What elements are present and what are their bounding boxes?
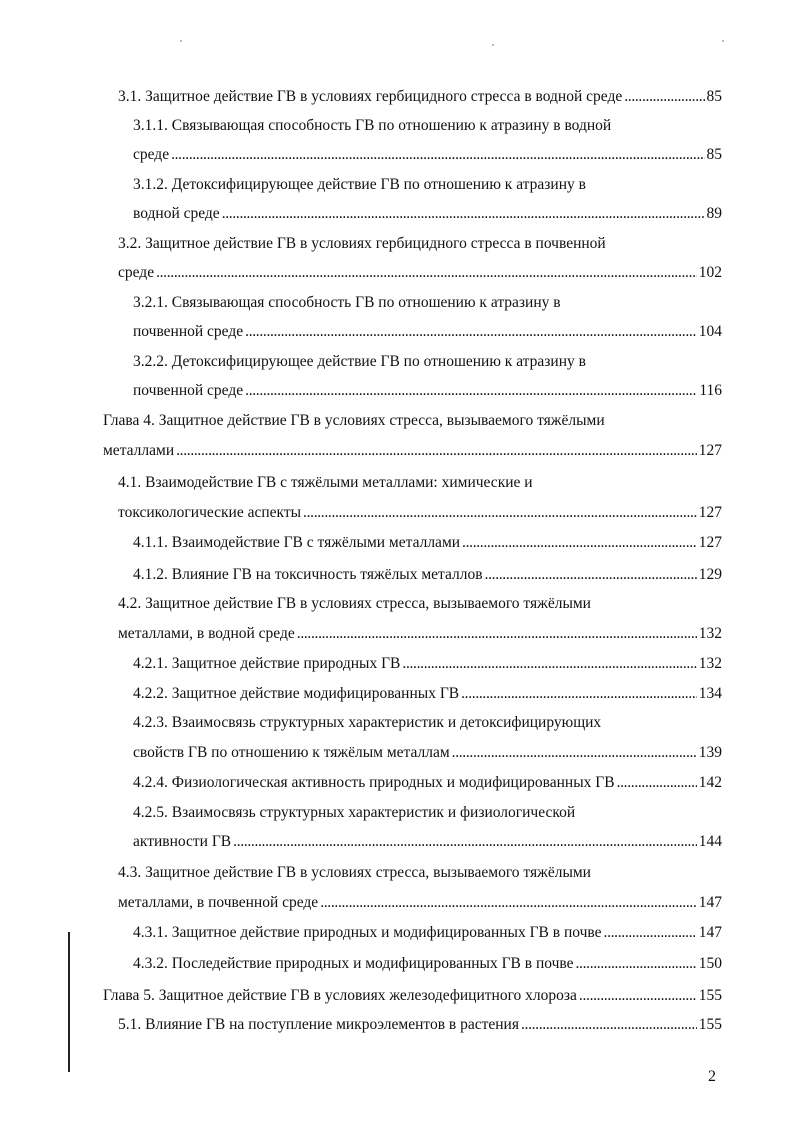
toc-entry-4-2-3-cont	[133, 740, 722, 766]
leader-dots	[521, 1012, 697, 1038]
toc-page-number: 127	[698, 534, 722, 551]
toc-page-number: 104	[698, 323, 722, 340]
toc-entry-text: 4.1.2. Влияние ГВ на токсичность тяжёлых металлов	[133, 566, 483, 583]
toc-page-number: 85	[706, 88, 722, 105]
leader-dots	[402, 651, 696, 677]
toc-entry-4-3	[118, 860, 722, 886]
scan-speck	[492, 44, 494, 46]
toc-entry-4-2-5-cont	[133, 829, 722, 855]
toc-entry-text: 4.2.3. Взаимосвязь структурных характеристик и детоксифицирующих	[133, 714, 602, 731]
toc-entry-text: 3.1. Защитное действие ГВ в условиях гербицидного стресса в водной среде	[118, 88, 623, 105]
toc-entry-text: 4.2.2. Защитное действие модифицированных ГВ	[133, 685, 460, 702]
toc-page-number: 116	[699, 382, 722, 399]
toc-page-number: 142	[698, 774, 722, 791]
toc-entry-text: среде	[118, 264, 155, 281]
toc-entry-text: 3.1.2. Детоксифицирующее действие ГВ по отношению к атразину в	[133, 176, 586, 193]
toc-entry-4-3-cont	[118, 890, 722, 916]
toc-entry-3-2-1-cont	[133, 319, 722, 345]
page-number: 2	[708, 1068, 716, 1085]
toc-entry-text: активности ГВ	[133, 833, 232, 850]
leader-dots	[461, 681, 697, 707]
toc-entry-4-1-cont	[118, 500, 722, 526]
toc-entry-text: токсикологические аспекты	[118, 504, 302, 521]
toc-page-number: 132	[698, 655, 722, 672]
leader-dots	[297, 621, 697, 647]
leader-dots	[576, 951, 697, 977]
toc-entry-chapter-4-cont	[103, 438, 722, 464]
toc-entry-3-2-cont	[118, 260, 722, 286]
toc-entry-text: почвенной среде	[133, 323, 244, 340]
toc-entry-3-2-2	[133, 349, 722, 375]
toc-entry-text: металлами, в почвенной среде	[118, 894, 319, 911]
toc-page-number: 127	[698, 442, 722, 459]
toc-page-number: 129	[698, 566, 722, 583]
leader-dots	[176, 438, 697, 464]
toc-entry-text: 4.3.2. Последействие природных и модифицированных ГВ в почве	[133, 955, 574, 972]
toc-entry-text: металлами	[103, 442, 175, 459]
scan-speck	[722, 40, 724, 42]
toc-entry-text: 4.1.1. Взаимодействие ГВ с тяжёлыми металлами	[133, 534, 461, 551]
toc-entry-text: среде	[133, 146, 170, 163]
leader-dots	[462, 530, 697, 556]
toc-entry-4-1-2	[133, 562, 722, 588]
toc-page-number: 127	[698, 504, 722, 521]
leader-dots	[485, 562, 697, 588]
leader-dots	[245, 319, 697, 345]
toc-entry-4-2-2	[133, 681, 722, 707]
leader-dots	[579, 983, 697, 1009]
toc-entry-text: 3.1.1. Связывающая способность ГВ по отношению к атразину в водной	[133, 117, 612, 134]
toc-entry-text: свойств ГВ по отношению к тяжёлым металлам	[133, 744, 450, 761]
toc-entry-4-1	[118, 470, 722, 496]
toc-entry-3-1-2-cont	[133, 201, 722, 227]
toc-entry-4-2-3	[133, 710, 722, 736]
scan-speck	[180, 40, 182, 42]
toc-entry-3-2-1	[133, 290, 722, 316]
leader-dots	[171, 142, 704, 168]
toc-entry-text: металлами, в водной среде	[118, 625, 295, 642]
toc-entry-3-1-1-cont	[133, 142, 722, 168]
leader-dots	[222, 201, 705, 227]
toc-entry-4-2-5	[133, 800, 722, 826]
toc-entry-chapter-5	[103, 983, 722, 1009]
toc-entry-3-1-2	[133, 172, 722, 198]
leader-dots	[303, 500, 697, 526]
toc-entry-chapter-4	[103, 408, 722, 434]
toc-entry-4-1-1	[133, 530, 722, 556]
toc-entry-text: 3.2.2. Детоксифицирующее действие ГВ по отношению к атразину в	[133, 353, 586, 370]
leader-dots	[245, 378, 697, 404]
toc-page-number: 147	[698, 924, 722, 941]
toc-entry-4-2-cont	[118, 621, 722, 647]
leader-dots	[604, 920, 697, 946]
toc-entry-text: 3.2. Защитное действие ГВ в условиях гербицидного стресса в почвенной	[118, 235, 606, 252]
leader-dots	[452, 740, 697, 766]
toc-page-number: 144	[698, 833, 722, 850]
toc-entry-text: 4.3. Защитное действие ГВ в условиях стресса, вызываемого тяжёлыми	[118, 864, 591, 881]
leader-dots	[320, 890, 697, 916]
toc-entry-text: Глава 4. Защитное действие ГВ в условиях стресса, вызываемого тяжёлыми	[103, 412, 605, 429]
scan-edge-mark	[68, 932, 70, 1072]
toc-page-number: 85	[706, 146, 722, 163]
toc-entry-text: 5.1. Влияние ГВ на поступление микроэлементов в растения	[118, 1016, 519, 1033]
toc-page-number: 155	[698, 987, 722, 1004]
toc-entry-text: 4.3.1. Защитное действие природных и модифицированных ГВ в почве	[133, 924, 602, 941]
toc-entry-text: 4.2.5. Взаимосвязь структурных характеристик и физиологической	[133, 804, 576, 821]
toc-page-number: 155	[698, 1016, 722, 1033]
toc-entry-3-1-1	[133, 113, 722, 139]
toc-entry-text: 4.2.1. Защитное действие природных ГВ	[133, 655, 401, 672]
toc-entry-3-1	[118, 84, 722, 110]
toc-entry-4-3-1	[133, 920, 722, 946]
toc-entry-3-2	[118, 231, 722, 257]
toc-entry-text: 3.2.1. Связывающая способность ГВ по отношению к атразину в	[133, 294, 561, 311]
toc-entry-text: 4.1. Взаимодействие ГВ с тяжёлыми металлами: химические и	[118, 474, 533, 491]
toc-entry-text: 4.2. Защитное действие ГВ в условиях стресса, вызываемого тяжёлыми	[118, 595, 591, 612]
toc-entry-4-2	[118, 591, 722, 617]
toc-entry-4-2-4	[133, 770, 722, 796]
toc-entry-4-2-1	[133, 651, 722, 677]
leader-dots	[617, 770, 697, 796]
toc-entry-text: водной среде	[133, 205, 220, 222]
toc-page-number: 102	[698, 264, 722, 281]
toc-page-number: 147	[698, 894, 722, 911]
toc-entry-text: Глава 5. Защитное действие ГВ в условиях железодефицитного хлороза	[103, 987, 577, 1004]
toc-page-number: 150	[698, 955, 722, 972]
toc-entry-5-1	[118, 1012, 722, 1038]
toc-entry-text: 4.2.4. Физиологическая активность природных и модифицированных ГВ	[133, 774, 615, 791]
toc-entry-text: почвенной среде	[133, 382, 244, 399]
toc-page-number: 89	[706, 205, 722, 222]
leader-dots	[233, 829, 697, 855]
leader-dots	[156, 260, 697, 286]
leader-dots	[624, 84, 704, 110]
toc-entry-3-2-2-cont	[133, 378, 722, 404]
toc-entry-4-3-2	[133, 951, 722, 977]
toc-page-number: 134	[698, 685, 722, 702]
toc-page-number: 139	[698, 744, 722, 761]
toc-page-number: 132	[698, 625, 722, 642]
